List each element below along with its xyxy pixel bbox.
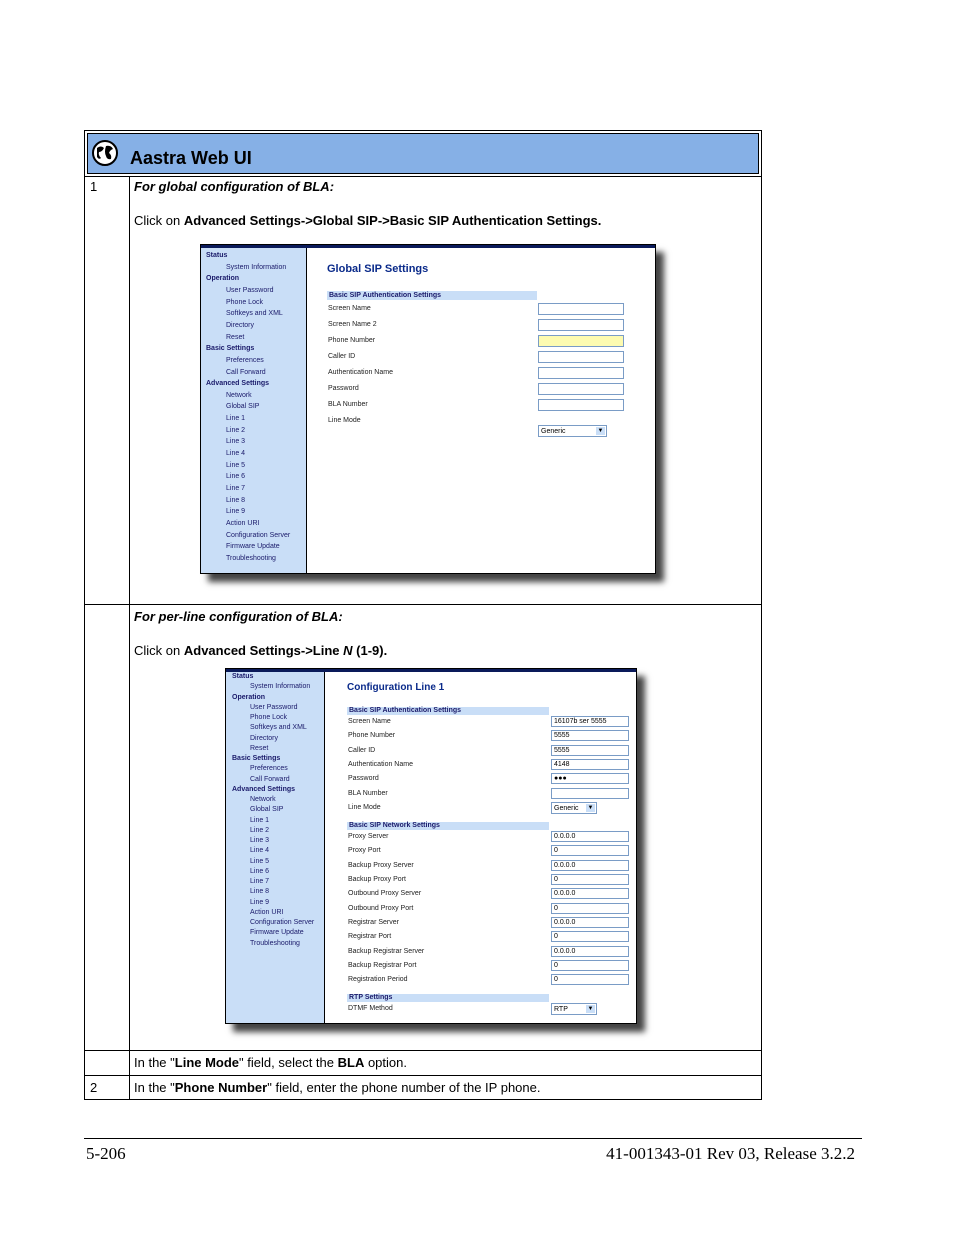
- instruction-prefix: In the ": [134, 1080, 175, 1095]
- field-label: DTMF Method: [348, 1005, 393, 1013]
- field-label: Password: [348, 775, 379, 783]
- field-label: Caller ID: [348, 746, 376, 754]
- text-input[interactable]: 0.0.0.0: [551, 888, 629, 899]
- field-label: Authentication Name: [348, 760, 413, 768]
- field-label: Backup Registrar Server: [348, 947, 425, 955]
- nav-link[interactable]: User Password: [250, 703, 298, 711]
- field-name: Line Mode: [174, 1055, 240, 1070]
- nav-section-header: Operation: [232, 693, 266, 701]
- field-label: Outbound Proxy Port: [348, 904, 414, 912]
- menu-path: Advanced Settings->Line: [183, 643, 344, 658]
- option-name: BLA: [337, 1055, 365, 1070]
- text-input[interactable]: ●●●: [551, 773, 629, 784]
- nav-link[interactable]: Phone Lock: [250, 714, 287, 721]
- nav-link[interactable]: Line 6: [226, 473, 246, 481]
- nav-link[interactable]: Line 8: [250, 888, 270, 896]
- text-input[interactable]: 0: [551, 874, 629, 885]
- nav-link[interactable]: Configuration Server: [226, 531, 291, 539]
- nav-link[interactable]: Action URI: [226, 519, 260, 527]
- field-label: Line Mode: [348, 803, 381, 811]
- nav-link[interactable]: Reset: [226, 333, 245, 341]
- instruction-prefix: In the ": [134, 1055, 175, 1070]
- text-input[interactable]: 4148: [551, 759, 629, 770]
- nav-section-header: Basic Settings: [232, 755, 281, 762]
- field-label: Backup Proxy Server: [348, 861, 414, 869]
- text-input[interactable]: 5555: [551, 730, 629, 741]
- field-label: Screen Name: [348, 718, 391, 725]
- nav-link[interactable]: Softkeys and XML: [250, 724, 307, 732]
- field-label: Registration Period: [348, 976, 408, 984]
- nav-link[interactable]: Line 3: [226, 438, 246, 446]
- section-header: Basic SIP Network Settings: [347, 822, 549, 830]
- table-header: [87, 133, 759, 174]
- document-revision: 41-001343-01 Rev 03, Release 3.2.2: [606, 1144, 855, 1163]
- configuration-line-screenshot: [225, 668, 637, 1024]
- nav-link[interactable]: System Information: [226, 263, 287, 271]
- nav-link[interactable]: Line 5: [226, 461, 246, 469]
- nav-link[interactable]: Global SIP: [226, 403, 260, 411]
- row-divider: [84, 1075, 762, 1076]
- menu-path: Advanced Settings->Global SIP->Basic SIP Authentication Settings.: [183, 213, 602, 228]
- text-input[interactable]: [538, 351, 624, 363]
- nav-section-header: Operation: [206, 275, 240, 283]
- row-divider: [84, 604, 762, 605]
- nav-link[interactable]: Directory: [226, 321, 255, 329]
- text-input[interactable]: [538, 399, 624, 411]
- text-input[interactable]: [551, 788, 629, 799]
- global-sip-settings-screenshot: [200, 244, 656, 574]
- table-header-title: Aastra Web UI: [130, 148, 252, 168]
- step-instruction: [134, 213, 601, 228]
- nav-link[interactable]: Line 2: [226, 426, 246, 434]
- text-input[interactable]: 0.0.0.0: [551, 831, 629, 842]
- nav-link[interactable]: Line 8: [226, 496, 246, 504]
- field-label: Line Mode: [328, 417, 361, 424]
- step-heading: For global configuration of BLA:: [134, 179, 335, 194]
- field-label: Screen Name: [328, 305, 371, 312]
- nav-link[interactable]: Reset: [250, 744, 269, 752]
- field-label: Authentication Name: [328, 369, 393, 376]
- nav-link[interactable]: Global SIP: [250, 806, 284, 814]
- nav-link[interactable]: Line 9: [226, 508, 246, 516]
- nav-link[interactable]: Softkeys and XML: [226, 310, 283, 318]
- field-label: BLA Number: [348, 789, 388, 797]
- footer-rule: [84, 1138, 862, 1139]
- pane-title: Global SIP Settings: [327, 263, 429, 275]
- instruction-prefix: Click on: [134, 643, 184, 658]
- text-input[interactable]: [538, 319, 624, 331]
- text-input[interactable]: 0.0.0.0: [551, 946, 629, 957]
- column-divider: [129, 176, 130, 1100]
- field-label: Outbound Proxy Server: [348, 890, 422, 898]
- instruction-suffix: option.: [364, 1055, 407, 1070]
- field-label: Phone Number: [328, 337, 376, 344]
- nav-link[interactable]: Action URI: [250, 908, 284, 916]
- field-label: Proxy Port: [348, 847, 381, 855]
- globe-icon: [92, 140, 118, 166]
- pane-title: Configuration Line 1: [347, 682, 445, 693]
- text-input[interactable]: 5555: [551, 745, 629, 756]
- nav-link[interactable]: Firmware Update: [226, 543, 280, 551]
- row-divider: [84, 1050, 762, 1051]
- field-label: Password: [328, 385, 359, 392]
- section-header: RTP Settings: [347, 994, 549, 1002]
- nav-link[interactable]: Line 7: [226, 485, 246, 492]
- instruction-suffix: " field, enter the phone number of the IP phone.: [267, 1080, 541, 1095]
- nav-link[interactable]: Directory: [250, 734, 279, 742]
- row-divider: [84, 176, 762, 177]
- field-label: Backup Proxy Port: [348, 876, 406, 883]
- nav-section-header: Status: [232, 673, 254, 680]
- nav-link[interactable]: Line 9: [250, 898, 270, 906]
- step-number: 2: [90, 1080, 98, 1095]
- step-heading: For per-line configuration of BLA:: [134, 609, 343, 624]
- nav-section-header: Advanced Settings: [206, 380, 270, 388]
- nav-link[interactable]: Troubleshooting: [226, 554, 276, 562]
- select-value: Generic: [554, 804, 579, 812]
- text-input[interactable]: 0: [551, 931, 629, 942]
- select-dropdown[interactable]: [551, 1003, 597, 1015]
- select-value: RTP: [554, 1006, 568, 1014]
- text-input[interactable]: 0.0.0.0: [551, 917, 629, 928]
- nav-link[interactable]: Phone Lock: [226, 298, 263, 306]
- chevron-down-icon: ▼: [587, 1006, 594, 1013]
- nav-link[interactable]: Line 3: [250, 837, 270, 844]
- nav-link[interactable]: Line 4: [226, 450, 246, 458]
- text-input[interactable]: [538, 367, 624, 379]
- field-label: BLA Number: [328, 401, 368, 408]
- nav-link[interactable]: System Information: [250, 683, 311, 691]
- step-instruction: [134, 1080, 540, 1095]
- nav-link[interactable]: Line 6: [250, 867, 270, 875]
- instruction-middle: " field, select the: [239, 1055, 338, 1070]
- nav-link[interactable]: Call Forward: [226, 368, 266, 376]
- nav-link[interactable]: Network: [250, 796, 276, 803]
- field-label: Caller ID: [328, 353, 356, 360]
- section-header: Basic SIP Authentication Settings: [327, 291, 537, 300]
- select-dropdown[interactable]: [551, 802, 597, 814]
- text-input[interactable]: [538, 383, 624, 395]
- field-label: Registrar Port: [348, 933, 392, 941]
- step-instruction: [134, 643, 387, 658]
- nav-sidebar: [226, 672, 325, 1023]
- nav-link[interactable]: Preferences: [226, 356, 264, 364]
- step-number: 1: [90, 179, 98, 194]
- nav-link[interactable]: Line 1: [226, 415, 246, 423]
- field-label: Screen Name 2: [328, 321, 377, 328]
- page-number: 5-206: [86, 1144, 126, 1163]
- text-input[interactable]: 0: [551, 960, 629, 971]
- chevron-down-icon: ▼: [597, 428, 604, 434]
- nav-section-header: Advanced Settings: [232, 785, 296, 793]
- nav-link[interactable]: Line 7: [250, 878, 270, 885]
- nav-link[interactable]: Call Forward: [250, 775, 290, 783]
- section-header: Basic SIP Authentication Settings: [347, 707, 549, 715]
- text-input[interactable]: 0: [551, 903, 629, 914]
- field-name: Phone Number: [174, 1080, 268, 1095]
- line-mode-select[interactable]: [538, 425, 607, 437]
- text-input[interactable]: 0.0.0.0: [551, 860, 629, 871]
- field-label: Phone Number: [348, 732, 396, 740]
- select-value: Generic: [541, 428, 566, 435]
- nav-sidebar: [201, 248, 307, 573]
- nav-link[interactable]: Preferences: [250, 765, 288, 773]
- nav-link[interactable]: Troubleshooting: [250, 939, 300, 947]
- nav-link[interactable]: Line 1: [250, 816, 270, 824]
- nav-section-header: Basic Settings: [206, 345, 255, 353]
- nav-link[interactable]: Firmware Update: [250, 929, 304, 937]
- chevron-down-icon: ▼: [587, 804, 594, 811]
- menu-path-suffix: (1-9).: [352, 643, 388, 658]
- field-label: Backup Registrar Port: [348, 961, 417, 969]
- nav-link[interactable]: Line 5: [250, 857, 270, 865]
- text-input[interactable]: [538, 335, 624, 347]
- nav-link[interactable]: Network: [226, 391, 252, 399]
- nav-section-header: Status: [206, 252, 228, 259]
- step-instruction: [134, 1055, 407, 1070]
- nav-link[interactable]: Line 2: [250, 826, 270, 834]
- field-label: Proxy Server: [348, 833, 389, 841]
- menu-path-variable: N: [343, 643, 353, 658]
- text-input[interactable]: 0: [551, 974, 629, 985]
- text-input[interactable]: 0: [551, 845, 629, 856]
- text-input[interactable]: 16107b ser 5555: [551, 716, 629, 727]
- nav-link[interactable]: Line 4: [250, 847, 270, 855]
- text-input[interactable]: [538, 303, 624, 315]
- instruction-prefix: Click on: [134, 213, 184, 228]
- nav-link[interactable]: User Password: [226, 286, 274, 294]
- nav-link[interactable]: Configuration Server: [250, 919, 315, 926]
- field-label: Registrar Server: [348, 918, 399, 926]
